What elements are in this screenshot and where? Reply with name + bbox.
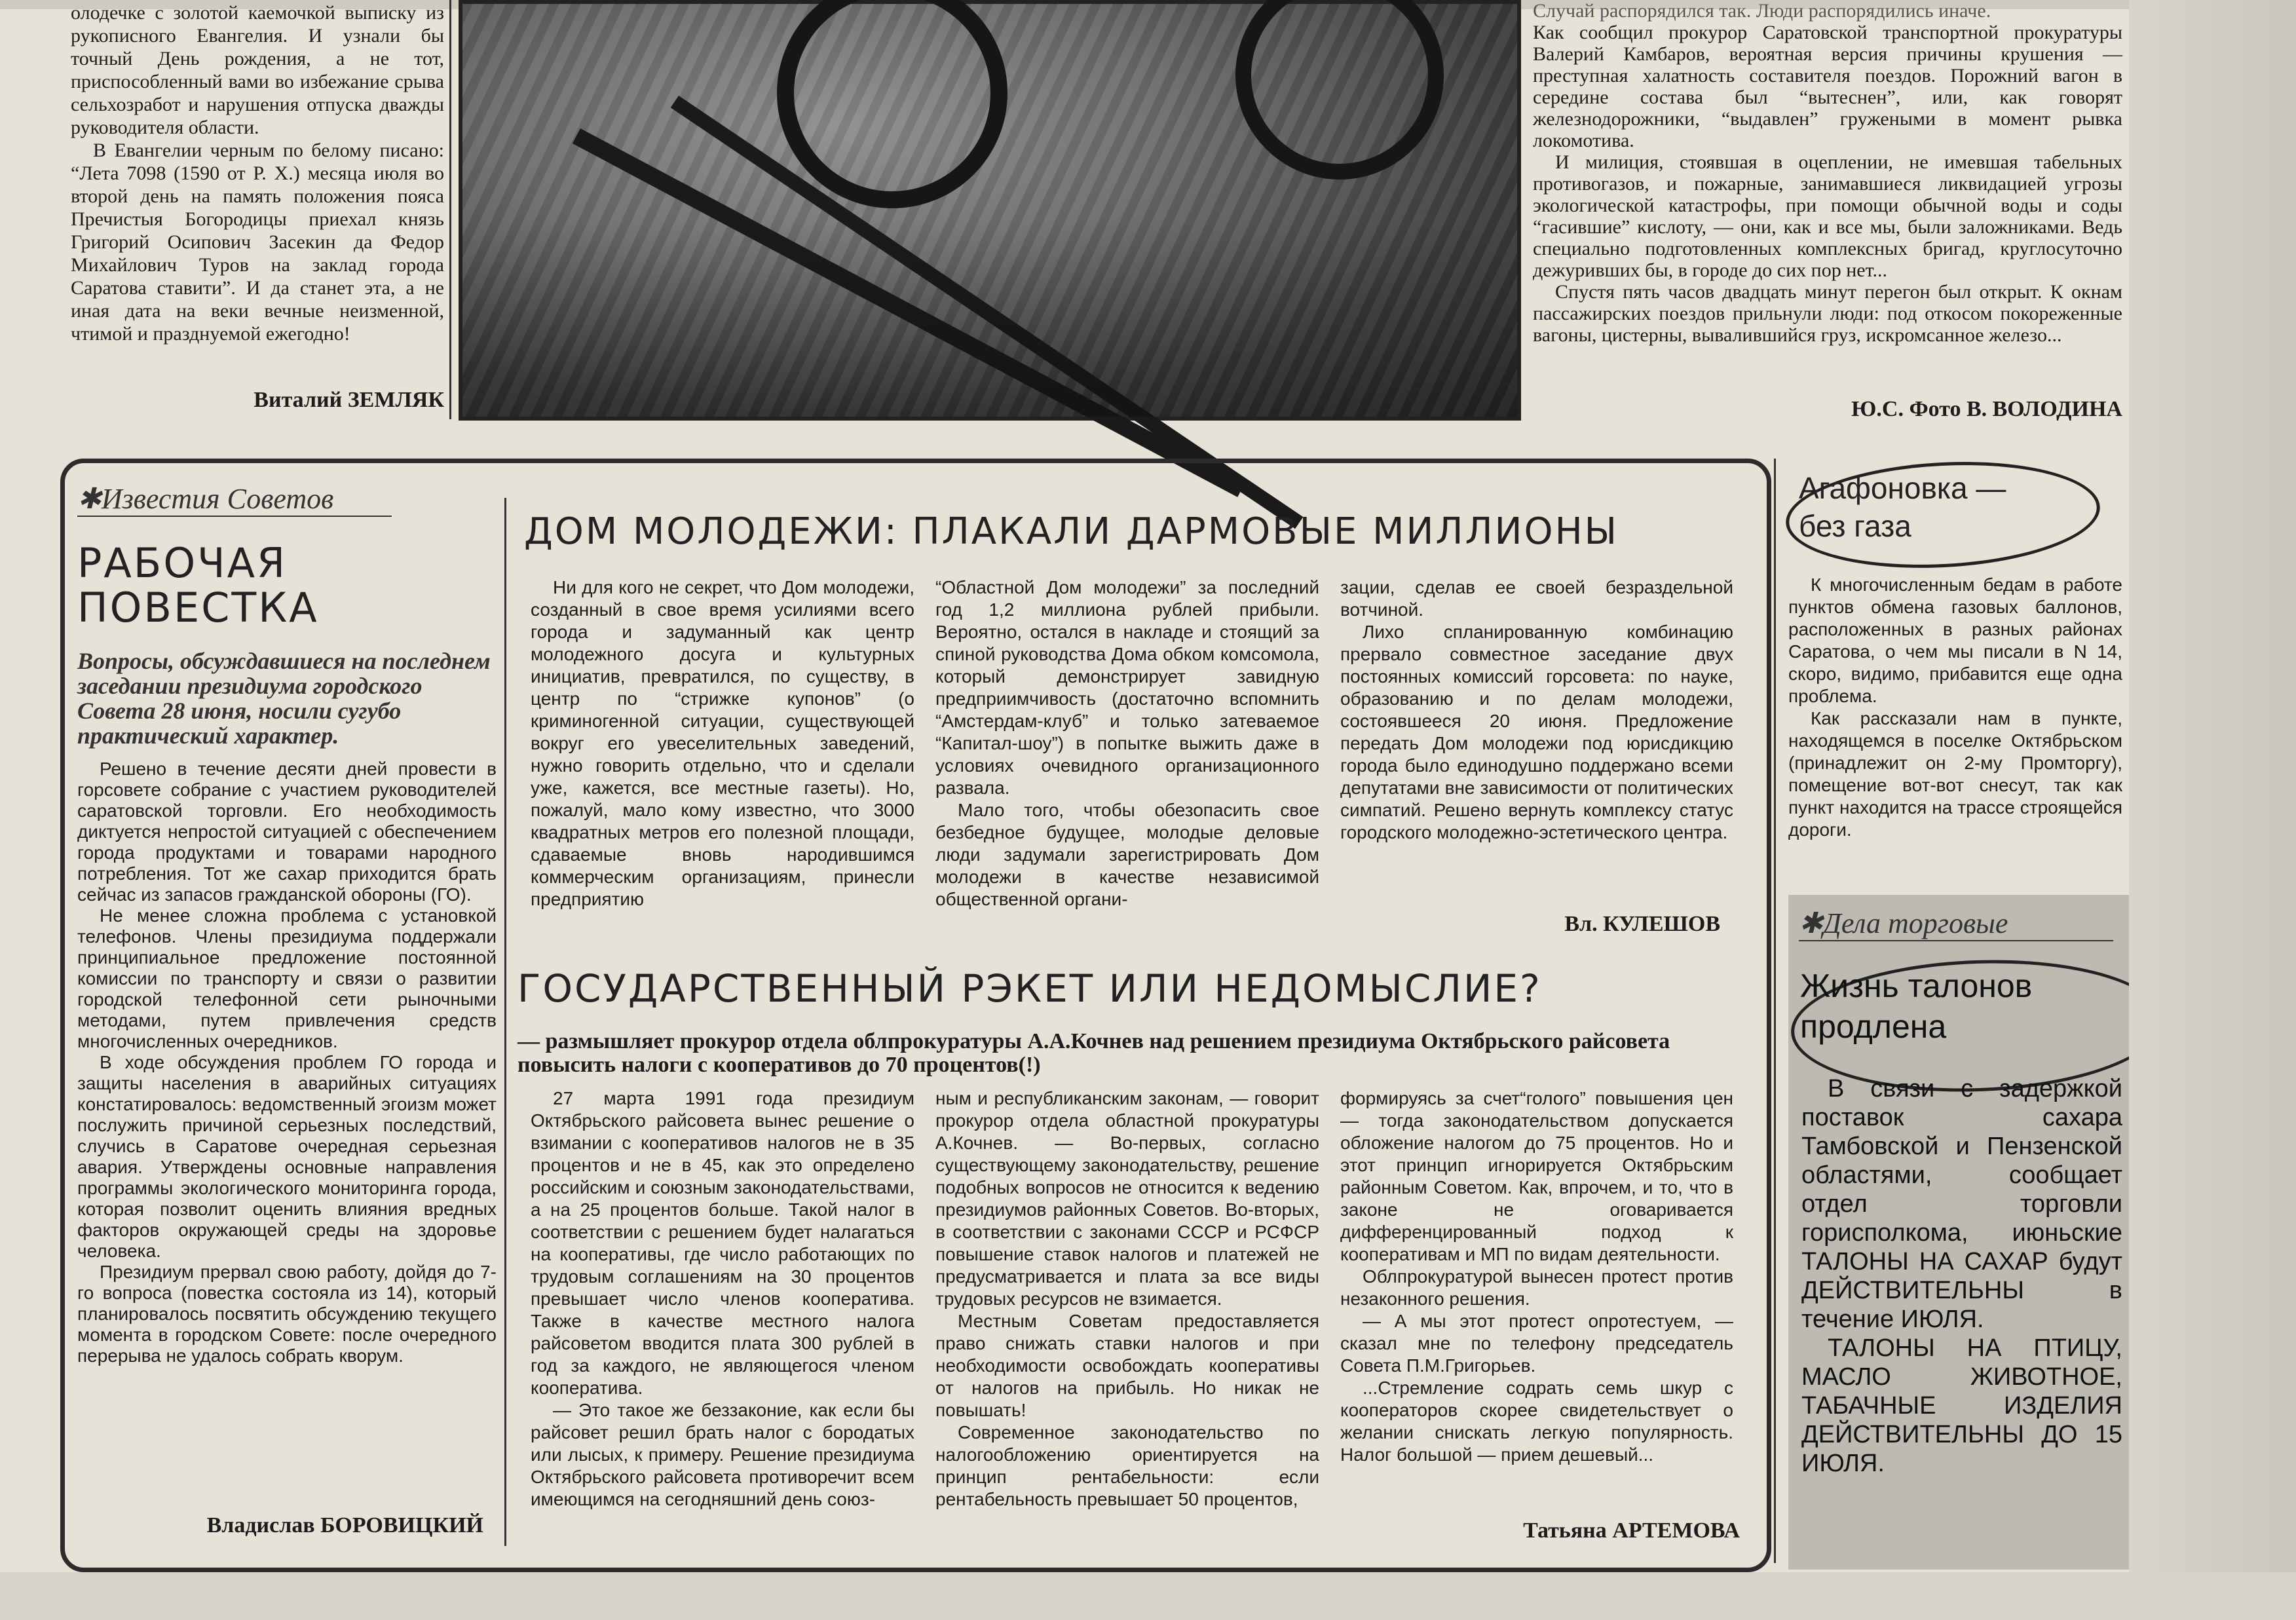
article-zemlyak [71, 1, 444, 345]
wreck-paragraph-2: И милиция, стоявшая в оцеплении, не имевшая табельных противогазов, и пожарные, занимавшиеся ликвидацией угрозы экологической катастрофы, при помощи обычной воды и соды “гасившие” кислоту, — они, как и все мы, были заложниками. Ведь специально подготовленных комплексных бригад, круглосуточно дежуривших бы, в городе до сих пор нет... [1533, 151, 2122, 281]
column-rule [504, 498, 506, 1546]
izvestia-headline [77, 541, 319, 630]
racket-col3-text-b: Облпрокуратурой вынесен протест против незаконного решения. [1340, 1266, 1733, 1309]
wheel-1 [777, 0, 1007, 208]
dom-signature: Вл. КУЛЕШОВ [1564, 912, 1720, 936]
wreck-signature: Ю.С. Фото В. ВОЛОДИНА [1851, 397, 2122, 421]
page-bottom-margin [0, 1572, 2296, 1620]
train-wreck-photo [459, 0, 1521, 421]
dom-col2-text-a: “Областной Дом молодежи” за последний год 1,2 миллиона рублей прибыли. Вероятно, остался в накладе и стоящий за спиной руководства Дома обком комсомола, который демонстрирует завидную предприимчивость (достаточно вспомнить “Амстердам-клуб” и только затеваемое “Капитал-шоу”) в попытке выжить даже в условиях очевидного организационного развала. [935, 577, 1319, 798]
izvestia-signature: Владислав БОРОВИЦКИЙ [206, 1513, 483, 1537]
torg-paragraph-1: В связи с задержкой поставок сахара Тамбовской и Пензенской областями, сообщает отдел торговли горисполкома, июньские ТАЛОНЫ НА САХАР будут ДЕЙСТВИТЕЛЬНЫ в течение ИЮЛЯ. [1801, 1075, 2122, 1333]
izvestia-paragraph-3: В ходе обсуждения проблем ГО города и защиты населения в аварийных ситуациях констатировалось: ведомственный эгоизм может послужить причиной серьезных последствий, случись в Саратове очередная серьезная авария. Утверждены основные направления программы экологического мониторинга города, которая позволит оценить влияния вредных факторов окружающей среды на здоровье человека. [77, 1052, 497, 1261]
racket-col1-text-b: — Это такое же беззаконие, как если бы райсовет решил брать налог с бородатых или лысых, к примеру. Решение президиума Октябрьского райсовета противоречит всем имеющимся на сегодняшний день союз- [531, 1400, 914, 1509]
racket-col3-text-c: — А мы этот протест опротестуем, — сказал мне по телефону председатель Совета П.М.Григорьев. [1340, 1311, 1733, 1376]
racket-col1-text-a: 27 марта 1991 года президиум Октябрьского райсовета вынес решение о взимании с кооперативов налогов не в 35 процентов и не в 45, как это определено российским и союзным законодательствами, а на 25 процентов больше. Такой налог в соответствии с решением будет налагаться на кооперативы, где число работающих по трудовым соглашениям на 30 процентов превышает число членов кооператива. Также в качестве местного налога райсоветом вводится плата 300 рублей в год за каждого, не являющегося членом кооператива. [531, 1088, 914, 1398]
article-train-wreck [1533, 0, 2122, 346]
wheel-2 [1235, 0, 1444, 179]
torg-headline [1800, 966, 2032, 1047]
wreck-paragraph-1: Как сообщил прокурор Саратовской транспортной прокуратуры Валерий Камбаров, вероятная версия причины крушения — преступная халатность составителя поездов. Порожний вагон в середине состава был “вытеснен”, или, как говорят железнодорожники, “выдавлен” гружеными в момент рывка локомотива. [1533, 22, 2122, 151]
torg-headline-line-1: Жизнь талонов [1800, 968, 2033, 1004]
zemlyak-signature: Виталий ЗЕМЛЯК [254, 388, 444, 412]
column-rule [449, 0, 451, 419]
dom-column-2 [935, 576, 1319, 911]
zemlyak-paragraph-1: олодечке с золотой каемочкой выписку из рукописного Евангелия. И узнали бы точный День рождения, а не тот, приспособленный вами во избежание срыва сельхозработ и нарушения отпуска дважды руководителя области. [71, 2, 444, 138]
izvestia-headline-line-1: РАБОЧАЯ [77, 539, 288, 587]
torg-body [1801, 1074, 2122, 1478]
izvestia-headline-line-2: ПОВЕСТКА [77, 584, 319, 631]
torg-headline-line-2: продлена [1800, 1008, 1947, 1045]
agafonovka-paragraph-2: Как рассказали нам в пункте, находящемся в поселке Октябрьском (принадлежит он 2-му Промторгу), помещение вот-вот снесут, так как пункт находится на трассе строящейся дороги. [1788, 708, 2122, 840]
page-right-margin [2129, 0, 2296, 1620]
dom-headline: ДОМ МОЛОДЕЖИ: ПЛАКАЛИ ДАРМОВЫЕ МИЛЛИОНЫ [524, 510, 1619, 553]
ballast-shade [462, 220, 1517, 417]
izvestia-paragraph-1: Решено в течение десяти дней провести в горсовете собрание с участием руководителей саратовской торговли. Его необходимость диктуется непростой ситуацией с обеспечением города продуктами и товарами народного потребления. Тот же сахар приходится брать сейчас из запасов гражданской обороны (ГО). [77, 759, 497, 905]
izvestia-paragraph-4: Президиум прервал свою работу, дойдя до 7-го вопроса (повестка состояла из 14), который планировалось посвятить обсуждению текущего момента в городском Совете: после очередного перерыва не удалось собрать кворум. [77, 1262, 497, 1366]
column-rule [1774, 459, 1776, 1563]
torg-rubric: ✱Дела торговые [1799, 907, 2113, 941]
racket-col3-text-a: формируясь за счет“голого” повышения цен — тогда законодательством допускается обложение налогом до 75 процентов. Но и этот принцип игнорируется Октябрьским районным Советом. Как, впрочем, и то, что в законе не оговаривается дифференцированный подход к кооперативам и МП по видам деятельности. [1340, 1088, 1733, 1264]
izvestia-paragraph-2: Не менее сложна проблема с установкой телефонов. Члены президиума поддержали принципиальное предложение постоянной комиссии по транспорту и связи о развитии городской телефонной сети рыночными методами, путем привлечения средств многочисленных очередников. [77, 905, 497, 1051]
racket-column-3 [1340, 1087, 1733, 1466]
wreck-lead: Случай распорядился так. Люди распорядились иначе. [1533, 0, 1991, 22]
izvestia-rubric: ✱Известия Советов [77, 482, 392, 517]
racket-column-2 [935, 1087, 1319, 1511]
racket-headline: ГОСУДАРСТВЕННЫЙ РЭКЕТ ИЛИ НЕДОМЫСЛИЕ? [518, 966, 1542, 1011]
racket-subhead: — размышляет прокурор отдела облпрокуратуры А.А.Кочнев над решением президиума Октябрьского райсовета повысить налоги с кооперативов до 70 процентов(!) [518, 1029, 1670, 1077]
agafonovka-paragraph-1: К многочисленным бедам в работе пунктов обмена газовых баллонов, расположенных в разных районах Саратова, о чем мы писали в N 14, скоро, видимо, прибавится еще одна проблема. [1788, 575, 2122, 706]
dom-column-1 [531, 576, 914, 911]
racket-column-1 [531, 1087, 914, 1511]
agafonovka-headline-line-1: Агафоновка — [1799, 471, 2006, 505]
agafonovka-body [1788, 574, 2122, 841]
izvestia-lead: Вопросы, обсуждавшиеся на последнем заседании президиума городского Совета 28 июня, носили сугубо практический характер. [77, 648, 491, 749]
zemlyak-paragraph-2: В Евангелии черным по белому писано: “Лета 7098 (1590 от Р. Х.) месяца июля во второй день на память положения пояса Пречистыя Богородицы приехал князь Григорий Осипович Засекин да Федор Михайлович Туров на заклад города Саратова ставити”. И да станет эта, а не иная дата на веки вечные неизменной, чтимой и празднуемой ежегодно! [71, 140, 444, 345]
dom-col2-text-b: Мало того, чтобы обезопасить свое безбедное будущее, молодые деловые люди задумали зарегистрировать Дом молодежи в качестве независимой общественной органи- [935, 800, 1319, 909]
dom-col3-text-a: зации, сделав ее своей безраздельной вотчиной. [1340, 577, 1733, 620]
dom-col1-text: Ни для кого не секрет, что Дом молодежи, созданный в свое время усилиями всего города и задуманный как центр молодежного досуга и культурных инициатив, превратился, по существу, в центр по “стрижке купонов” (о криминогенной ситуации, существующей вокруг его увеселительных заведений, нужно говорить отдельно, что и сделали уже, кажется, все местные газеты). Но, пожалуй, мало кому известно, что 3000 квадратных метров его полезной площади, сдаваемые вновь народившимся коммерческим организациям, принесли предприятию [531, 577, 914, 909]
racket-col3-text-d: ...Стремление содрать семь шкур с кооператоров скорее свидетельствует о желании снискать легкую популярность. Налог большой — прием дешевый... [1340, 1378, 1733, 1465]
izvestia-body [77, 759, 497, 1366]
racket-col2-text-b: Местным Советам предоставляется право снижать ставки налогов и при необходимости освобождать кооперативы от налогов на прибыль. Но никак не повышать! [935, 1311, 1319, 1420]
dom-column-3 [1340, 576, 1733, 844]
torg-paragraph-2: ТАЛОНЫ НА ПТИЦУ, МАСЛО ЖИВОТНОЕ, ТАБАЧНЫЕ ИЗДЕЛИЯ ДЕЙСТВИТЕЛЬНЫ ДО 15 ИЮЛЯ. [1801, 1334, 2122, 1477]
agafonovka-headline [1799, 469, 2006, 545]
racket-signature: Татьяна АРТЕМОВА [1523, 1518, 1740, 1543]
racket-col2-text-a: ным и республиканским законам, — говорит прокурор отдела областной прокуратуры А.Кочнев. — Во-первых, согласно существующему законодательству, решение подобных вопросов не относится к ведению президиумов районных Советов. Во-вторых, в соответствии с законами СССР и РСФСР повышение ставок налогов и платежей не предусматривается и плата за все виды трудовых ресурсов не взимается. [935, 1088, 1319, 1309]
dom-col3-text-b: Лихо спланированную комбинацию прервало совместное заседание двух постоянных комиссий горсовета: по науке, образованию и по делам молодежи, состоявшееся 20 июня. Предложение передать Дом молодежи под юрисдикцию города было единодушно поддержано всеми депутатами вне зависимости от политических симпатий. Решено вернуть комплексу статус городского молодежно-эстетического центра. [1340, 622, 1733, 842]
wreck-paragraph-3: Спустя пять часов двадцать минут перегон был открыт. К окнам пассажирских поездов прильнули люди: под откосом покореженные вагоны, цистерны, вывалившийся груз, искромсанное железо... [1533, 281, 2122, 346]
agafonovka-headline-line-2: без газа [1799, 509, 1911, 543]
racket-col2-text-c: Современное законодательство по налогообложению ориентируется на принцип рентабельности: если рентабельность превышает 50 процентов, [935, 1422, 1319, 1509]
